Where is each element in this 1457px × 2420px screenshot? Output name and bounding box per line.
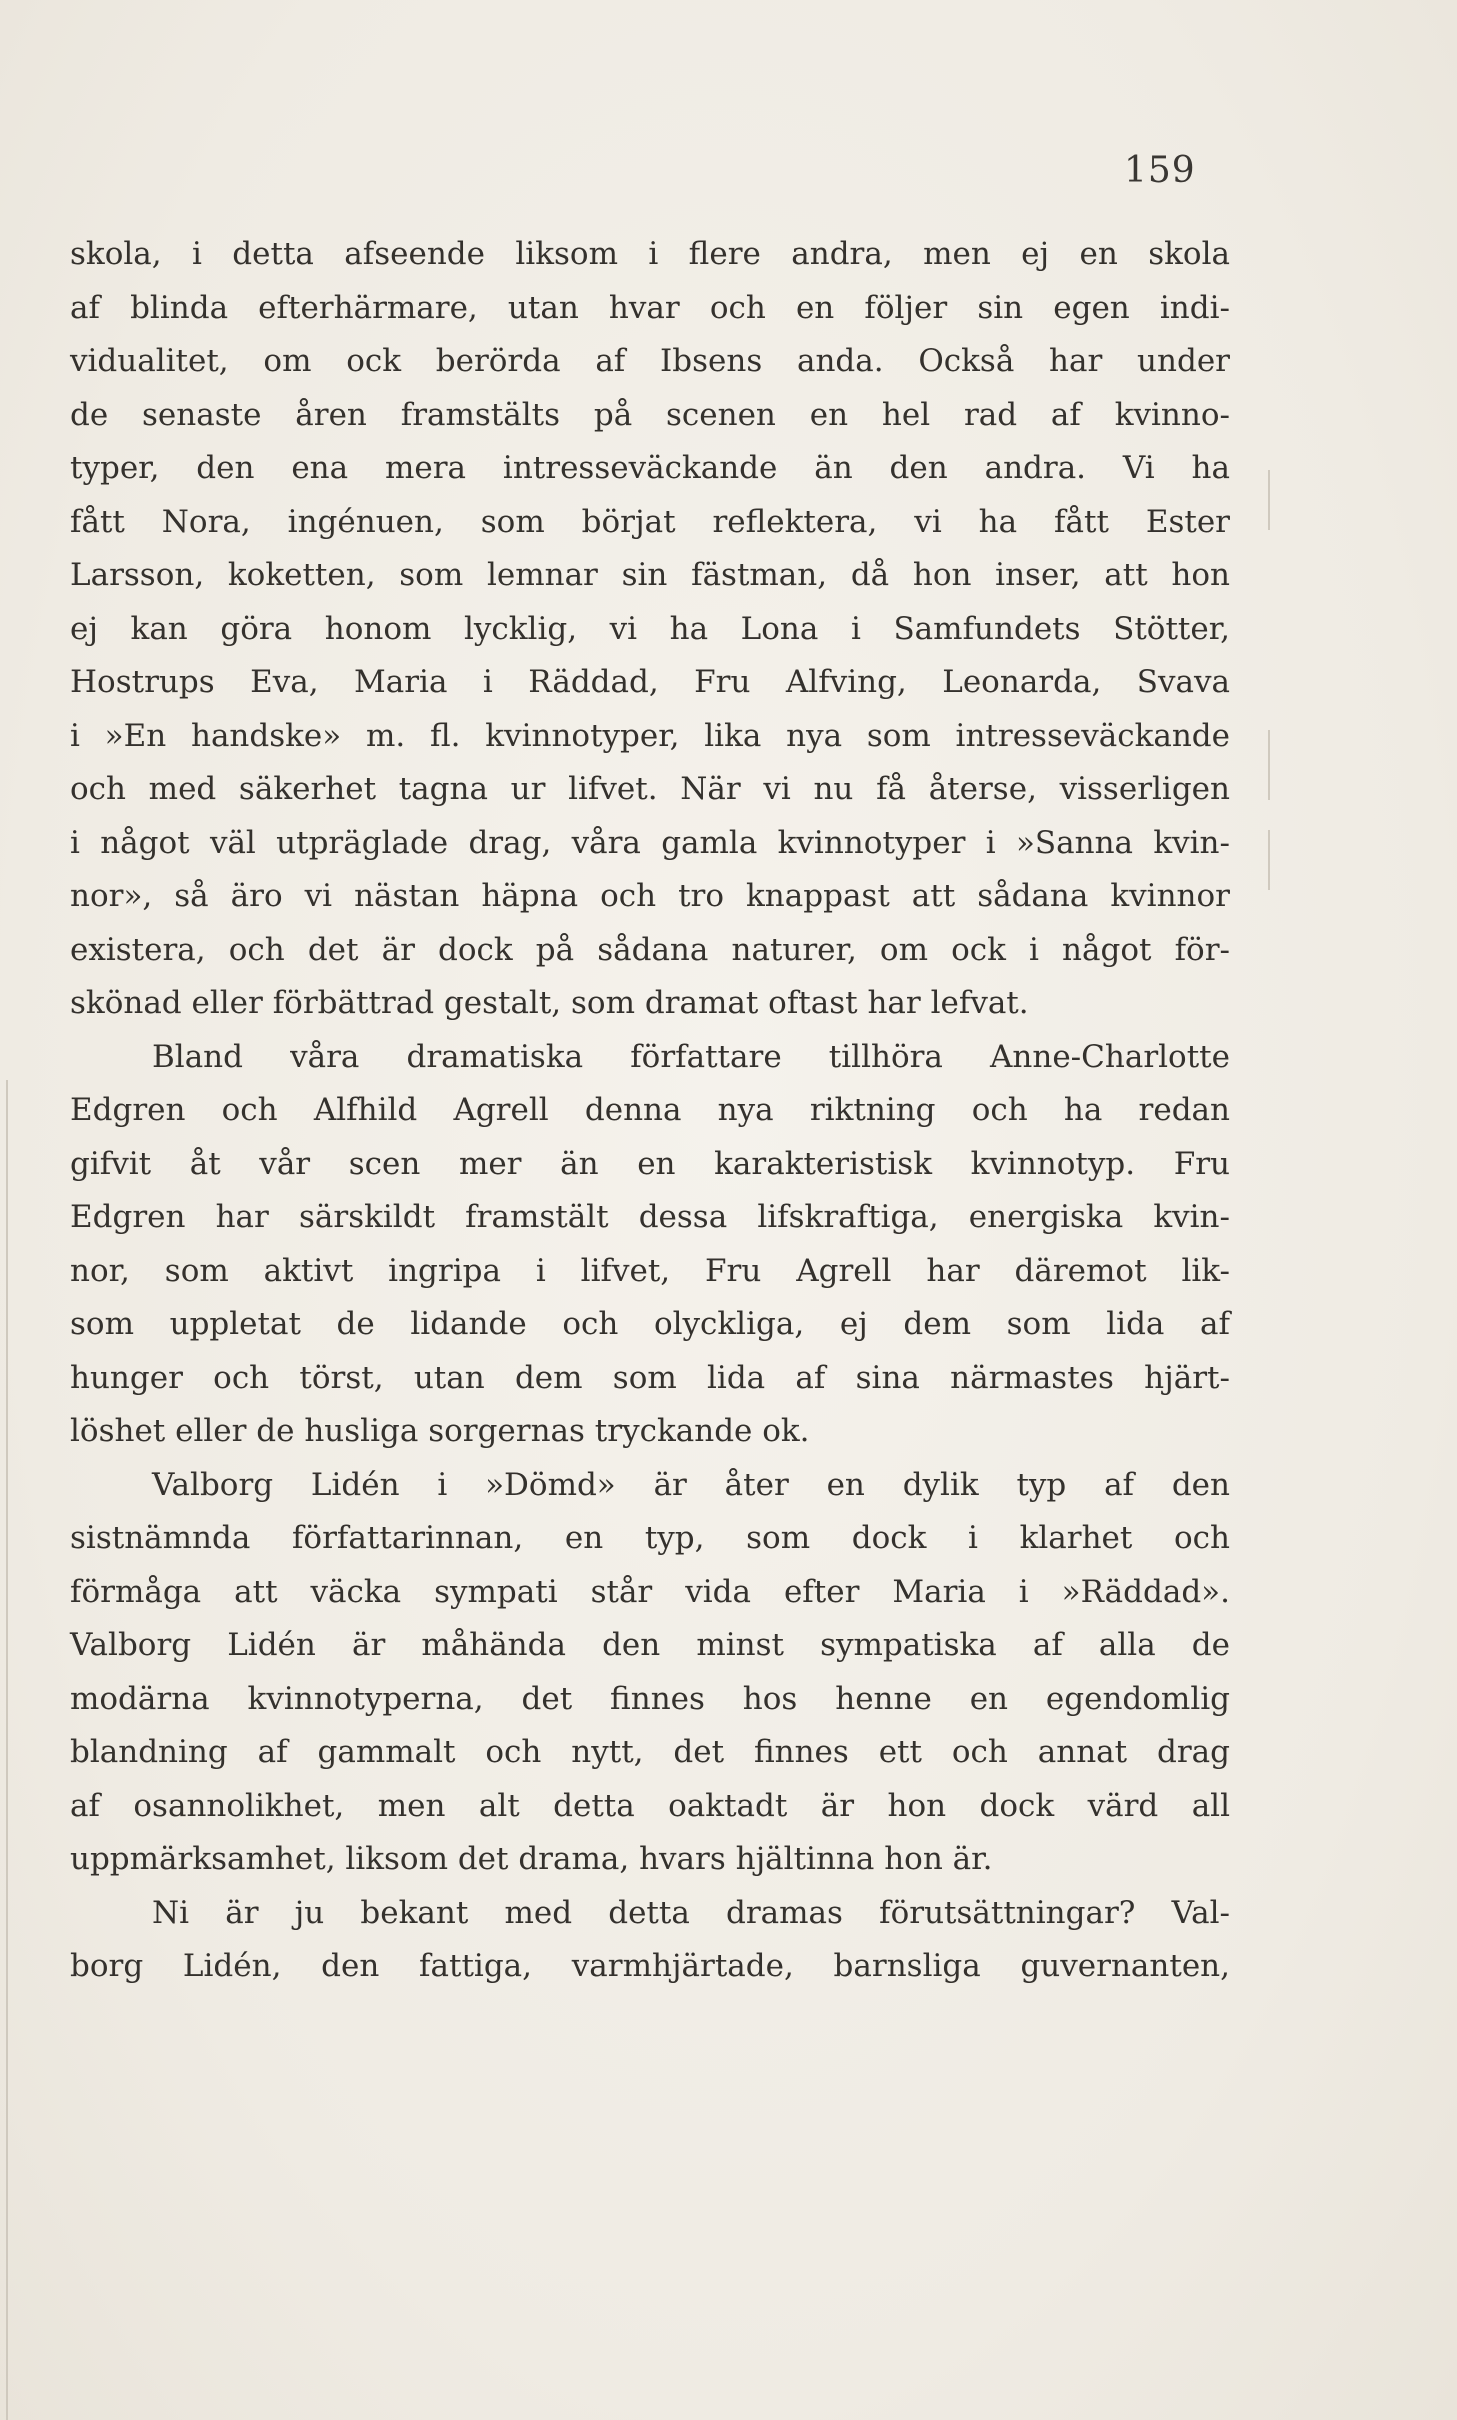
text-line: sistnämnda författarinnan, en typ, som dock i klarhet och <box>70 1520 1230 1556</box>
right-page-margin-mark <box>1268 470 1270 530</box>
text-line: ej kan göra honom lycklig, vi ha Lona i Samfundets Stötter, <box>70 610 1230 647</box>
text-line: löshet eller de husliga sorgernas tryckande ok. <box>70 1413 810 1449</box>
text-line: förmåga att väcka sympati står vida efter Maria i »Räddad». <box>70 1573 1230 1610</box>
text-line: som uppletat de lidande och olyckliga, ej dem som lida af <box>70 1306 1230 1342</box>
text-line: fått Nora, ingénuen, som börjat reflektera, vi ha fått Ester <box>70 503 1230 540</box>
text-line: Edgren har särskildt framstält dessa lifskraftiga, energiska kvin- <box>70 1199 1230 1235</box>
text-line: gifvit åt vår scen mer än en karakteristisk kvinnotyp. Fru <box>70 1145 1230 1182</box>
text-line: typer, den ena mera intresseväckande än den andra. Vi ha <box>70 450 1230 486</box>
left-page-edge <box>6 1080 8 2420</box>
text-line: uppmärksamhet, liksom det drama, hvars hjältinna hon är. <box>70 1841 993 1877</box>
text-line: Hostrups Eva, Maria i Räddad, Fru Alfving, Leonarda, Svava <box>70 664 1230 700</box>
text-line: nor, som aktivt ingripa i lifvet, Fru Agrell har däremot lik- <box>70 1252 1230 1289</box>
text-line: existera, och det är dock på sådana naturer, om ock i något för- <box>70 931 1230 968</box>
text-line: blandning af gammalt och nytt, det finnes ett och annat drag <box>70 1734 1230 1770</box>
text-line: Bland våra dramatiska författare tillhöra Anne-Charlotte <box>152 1038 1230 1075</box>
text-line: Edgren och Alfhild Agrell denna nya riktning och ha redan <box>70 1092 1230 1128</box>
text-line: de senaste åren framstälts på scenen en hel rad af kvinno- <box>70 396 1230 433</box>
text-line: af blinda efterhärmare, utan hvar och en följer sin egen indi- <box>70 289 1230 326</box>
text-line: i »En handske» m. fl. kvinnotyper, lika nya som intresseväckande <box>70 717 1230 754</box>
body-text <box>70 228 1230 1994</box>
right-page-margin-mark <box>1268 730 1270 800</box>
text-line: Larsson, koketten, som lemnar sin fästman, då hon inser, att hon <box>70 557 1230 593</box>
text-line: i något väl utpräglade drag, våra gamla kvinnotyper i »Sanna kvin- <box>70 824 1230 861</box>
text-line: modärna kvinnotyperna, det finnes hos henne en egendomlig <box>70 1680 1230 1717</box>
text-line: Ni är ju bekant med detta dramas förutsättningar? Val- <box>152 1894 1230 1931</box>
text-line: borg Lidén, den fattiga, varmhjärtade, barnsliga guvernanten, <box>70 1948 1230 1984</box>
text-line: af osannolikhet, men alt detta oaktadt är hon dock värd all <box>70 1787 1230 1824</box>
page-number: 159 <box>1124 150 1196 191</box>
text-line: och med säkerhet tagna ur lifvet. När vi nu få återse, visserligen <box>70 771 1230 807</box>
text-line: hunger och törst, utan dem som lida af sina närmastes hjärt- <box>70 1359 1230 1396</box>
text-line: Valborg Lidén i »Dömd» är åter en dylik typ af den <box>152 1466 1230 1503</box>
text-line: Valborg Lidén är måhända den minst sympatiska af alla de <box>70 1627 1230 1663</box>
text-line: vidualitet, om ock berörda af Ibsens anda. Också har under <box>70 343 1230 379</box>
text-line: skola, i detta afseende liksom i flere andra, men ej en skola <box>70 236 1230 272</box>
text-line: skönad eller förbättrad gestalt, som dramat oftast har lefvat. <box>70 985 1029 1021</box>
text-line: nor», så äro vi nästan häpna och tro knappast att sådana kvinnor <box>70 878 1230 914</box>
right-page-margin-mark <box>1268 830 1270 890</box>
